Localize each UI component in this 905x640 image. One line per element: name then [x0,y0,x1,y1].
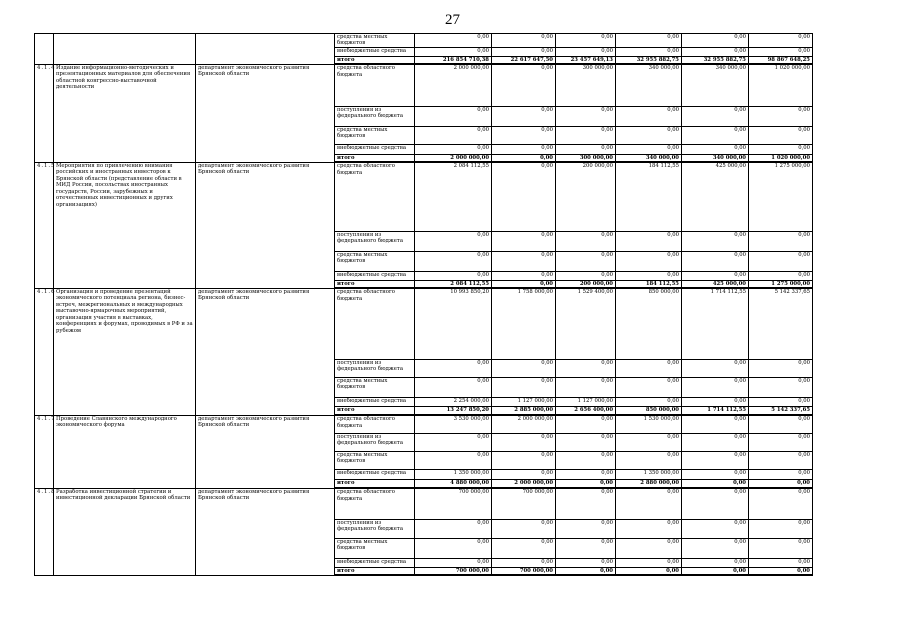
amount-cell: 0,00 [492,451,556,469]
amount-cell: 0,00 [492,469,556,479]
amount-cell: 0,00 [682,558,749,567]
amount-cell: 32 955 882,75 [682,56,749,64]
funding-source: внебюджетные средства [335,558,415,567]
amount-cell: 0,00 [492,162,556,231]
amount-cell: 0,00 [556,126,616,144]
amount-cell: 200 000,00 [556,162,616,231]
amount-cell: 0,00 [616,567,682,575]
amount-cell: 10 993 850,20 [415,288,492,359]
amount-cell: 0,00 [556,144,616,154]
amount-cell: 0,00 [682,271,749,280]
item-number: 4.1.8 [35,488,54,575]
funding-source: средства областного бюджета [335,162,415,231]
amount-cell: 0,00 [556,377,616,397]
amount-cell: 0,00 [682,433,749,451]
funding-source: внебюджетные средства [335,144,415,154]
amount-cell: 0,00 [415,377,492,397]
funding-source: итого [335,154,415,162]
amount-cell: 184 112,55 [616,162,682,231]
amount-cell: 0,00 [749,451,813,469]
funding-source: итого [335,479,415,488]
amount-cell: 0,00 [749,144,813,154]
amount-cell: 0,00 [415,34,492,48]
funding-source: итого [335,56,415,64]
amount-cell: 0,00 [616,34,682,48]
amount-cell: 0,00 [682,519,749,538]
amount-cell: 0,00 [415,251,492,271]
amount-cell: 0,00 [556,34,616,48]
amount-cell: 300 000,00 [556,64,616,106]
amount-cell: 0,00 [616,47,682,56]
amount-cell: 0,00 [556,558,616,567]
budget-table [34,33,813,576]
table-row [35,415,813,433]
funding-source: средства местных бюджетов [335,377,415,397]
item-name-cont [54,34,196,65]
amount-cell: 0,00 [556,231,616,251]
amount-cell: 340 000,00 [616,154,682,162]
amount-cell: 32 955 882,75 [616,56,682,64]
item-number: 4.1.7 [35,415,54,488]
amount-cell: 0,00 [492,271,556,280]
amount-cell: 2 880 000,00 [616,479,682,488]
amount-cell: 2 000 000,00 [415,64,492,106]
amount-cell: 0,00 [749,126,813,144]
amount-cell: 700 000,00 [415,488,492,519]
amount-cell: 2 656 400,00 [556,406,616,415]
amount-cell: 0,00 [492,47,556,56]
funding-source: средства областного бюджета [335,288,415,359]
amount-cell: 0,00 [492,106,556,126]
amount-cell: 0,00 [682,231,749,251]
amount-cell: 0,00 [749,558,813,567]
amount-cell: 2 084 112,55 [415,280,492,288]
amount-cell: 1 020 000,00 [749,64,813,106]
amount-cell: 2 084 112,55 [415,162,492,231]
funding-source: внебюджетные средства [335,47,415,56]
funding-source: внебюджетные средства [335,469,415,479]
amount-cell: 0,00 [749,271,813,280]
amount-cell: 0,00 [616,126,682,144]
amount-cell: 0,00 [556,359,616,377]
amount-cell: 0,00 [556,469,616,479]
funding-source: итого [335,567,415,575]
table-row [35,162,813,231]
amount-cell: 0,00 [415,231,492,251]
item-number-cont [35,34,54,65]
amount-cell: 0,00 [749,359,813,377]
amount-cell: 0,00 [616,397,682,406]
amount-cell: 1 350 000,00 [415,469,492,479]
amount-cell: 0,00 [749,397,813,406]
item-name: Организация и проведение презентаций экономического потенциала региона, бизнес-встреч, межрегиональных и международных выставочно-ярмарочных мероприятий, организация участия в выставках, конференциях и форумах, проводимых в РФ и за рубежом [54,288,196,415]
amount-cell: 0,00 [749,415,813,433]
amount-cell: 0,00 [415,558,492,567]
amount-cell: 5 142 337,65 [749,406,813,415]
amount-cell: 0,00 [556,451,616,469]
funding-source: поступления из федерального бюджета [335,231,415,251]
amount-cell: 0,00 [616,106,682,126]
amount-cell: 1 275 000,00 [749,280,813,288]
amount-cell: 700 000,00 [415,567,492,575]
amount-cell: 0,00 [492,64,556,106]
amount-cell: 184 112,55 [616,280,682,288]
amount-cell: 0,00 [492,34,556,48]
amount-cell: 0,00 [749,488,813,519]
item-executor: департамент экономического развития Брянской области [196,288,335,415]
amount-cell: 0,00 [682,567,749,575]
item-number: 4.1.4 [35,64,54,162]
amount-cell: 1 529 400,00 [556,288,616,359]
amount-cell: 2 000 000,00 [415,154,492,162]
amount-cell: 1 350 000,00 [616,469,682,479]
amount-cell: 2 254 000,00 [415,397,492,406]
amount-cell: 0,00 [616,488,682,519]
amount-cell: 1 530 000,00 [616,415,682,433]
amount-cell: 850 000,00 [616,288,682,359]
amount-cell: 4 880 000,00 [415,479,492,488]
amount-cell: 0,00 [616,251,682,271]
funding-source: средства областного бюджета [335,64,415,106]
amount-cell: 340 000,00 [682,64,749,106]
amount-cell: 13 247 850,20 [415,406,492,415]
amount-cell: 0,00 [749,34,813,48]
amount-cell: 340 000,00 [682,154,749,162]
amount-cell: 0,00 [749,479,813,488]
amount-cell: 0,00 [415,433,492,451]
amount-cell: 0,00 [556,251,616,271]
funding-source: средства местных бюджетов [335,451,415,469]
page-number: 27 [445,12,460,28]
amount-cell: 0,00 [492,231,556,251]
amount-cell: 0,00 [616,144,682,154]
amount-cell: 0,00 [682,479,749,488]
amount-cell: 1 127 000,00 [556,397,616,406]
amount-cell: 700 000,00 [492,567,556,575]
amount-cell: 0,00 [749,538,813,558]
funding-source: внебюджетные средства [335,271,415,280]
amount-cell: 0,00 [556,538,616,558]
item-executor: департамент экономического развития Брянской области [196,488,335,575]
amount-cell: 2 000 000,00 [492,479,556,488]
item-name: Издание информационно-методических и презентационных материалов для обеспечения областной конгрессно-выставочной деятельности [54,64,196,162]
amount-cell: 0,00 [415,538,492,558]
amount-cell: 1 275 000,00 [749,162,813,231]
funding-source: поступления из федерального бюджета [335,519,415,538]
item-executor-cont [196,34,335,65]
amount-cell: 0,00 [682,126,749,144]
amount-cell: 850 000,00 [616,406,682,415]
amount-cell: 0,00 [616,538,682,558]
amount-cell: 0,00 [749,567,813,575]
amount-cell: 0,00 [616,451,682,469]
amount-cell: 0,00 [749,231,813,251]
funding-source: средства местных бюджетов [335,251,415,271]
amount-cell: 0,00 [492,558,556,567]
amount-cell: 0,00 [492,359,556,377]
amount-cell: 98 867 648,25 [749,56,813,64]
amount-cell: 5 142 337,65 [749,288,813,359]
amount-cell: 0,00 [749,251,813,271]
amount-cell: 0,00 [616,271,682,280]
item-name: Разработка инвестиционной стратегии и инвестиционной декларации Брянской области [54,488,196,575]
amount-cell: 0,00 [415,451,492,469]
item-executor: департамент экономического развития Брянской области [196,64,335,162]
amount-cell: 0,00 [682,144,749,154]
amount-cell: 700 000,00 [492,488,556,519]
item-executor: департамент экономического развития Брянской области [196,162,335,288]
amount-cell: 300 000,00 [556,154,616,162]
amount-cell: 0,00 [682,34,749,48]
item-name: Проведение Славянского международного экономического форума [54,415,196,488]
funding-source: средства местных бюджетов [335,34,415,48]
amount-cell: 0,00 [682,397,749,406]
amount-cell: 0,00 [556,415,616,433]
amount-cell: 0,00 [556,519,616,538]
amount-cell: 0,00 [415,126,492,144]
amount-cell: 0,00 [415,106,492,126]
amount-cell: 0,00 [556,106,616,126]
amount-cell: 3 530 000,00 [415,415,492,433]
amount-cell: 0,00 [682,538,749,558]
funding-source: итого [335,280,415,288]
amount-cell: 0,00 [616,433,682,451]
amount-cell: 0,00 [415,271,492,280]
item-name: Мероприятия по привлечению внимания российских и иностранных инвесторов к Брянской области (представление области в МИД России, посольствах иностранных государств, России, зарубежных и отечественных инвестиционных и других организациях) [54,162,196,288]
amount-cell: 0,00 [616,359,682,377]
amount-cell: 0,00 [556,271,616,280]
funding-source: поступления из федерального бюджета [335,359,415,377]
amount-cell: 0,00 [749,106,813,126]
amount-cell: 0,00 [415,359,492,377]
table-row [35,34,813,48]
item-number: 4.1.6 [35,288,54,415]
amount-cell: 0,00 [749,47,813,56]
amount-cell: 340 000,00 [616,64,682,106]
item-executor: департамент экономического развития Брянской области [196,415,335,488]
amount-cell: 0,00 [492,538,556,558]
amount-cell: 0,00 [556,488,616,519]
item-number: 4.1.5 [35,162,54,288]
amount-cell: 0,00 [616,377,682,397]
funding-source: внебюджетные средства [335,397,415,406]
amount-cell: 0,00 [492,144,556,154]
amount-cell: 0,00 [682,488,749,519]
amount-cell: 0,00 [492,377,556,397]
amount-cell: 0,00 [682,377,749,397]
amount-cell: 0,00 [682,451,749,469]
amount-cell: 0,00 [682,106,749,126]
amount-cell: 0,00 [556,479,616,488]
amount-cell: 22 617 647,50 [492,56,556,64]
funding-source: средства местных бюджетов [335,126,415,144]
amount-cell: 1 020 000,00 [749,154,813,162]
funding-source: поступления из федерального бюджета [335,106,415,126]
funding-source: средства местных бюджетов [335,538,415,558]
amount-cell: 0,00 [682,415,749,433]
amount-cell: 0,00 [749,377,813,397]
amount-cell: 200 000,00 [556,280,616,288]
amount-cell: 0,00 [749,469,813,479]
amount-cell: 0,00 [556,567,616,575]
funding-source: средства областного бюджета [335,488,415,519]
amount-cell: 216 854 710,38 [415,56,492,64]
amount-cell: 0,00 [556,47,616,56]
amount-cell: 0,00 [749,433,813,451]
amount-cell: 0,00 [616,519,682,538]
amount-cell: 1 714 112,55 [682,406,749,415]
amount-cell: 23 457 649,13 [556,56,616,64]
amount-cell: 425 000,00 [682,280,749,288]
amount-cell: 0,00 [616,231,682,251]
amount-cell: 1 714 112,55 [682,288,749,359]
amount-cell: 0,00 [415,519,492,538]
amount-cell: 0,00 [415,144,492,154]
amount-cell: 2 000 000,00 [492,415,556,433]
amount-cell: 0,00 [492,519,556,538]
amount-cell: 0,00 [749,519,813,538]
table-row [35,488,813,519]
table-row [35,288,813,359]
amount-cell: 0,00 [682,469,749,479]
amount-cell: 0,00 [682,251,749,271]
amount-cell: 425 000,00 [682,162,749,231]
amount-cell: 0,00 [682,47,749,56]
funding-source: поступления из федерального бюджета [335,433,415,451]
amount-cell: 0,00 [492,280,556,288]
funding-source: средства областного бюджета [335,415,415,433]
amount-cell: 1 758 000,00 [492,288,556,359]
funding-source: итого [335,406,415,415]
amount-cell: 0,00 [682,359,749,377]
amount-cell: 2 885 000,00 [492,406,556,415]
table-row [35,64,813,106]
amount-cell: 0,00 [415,47,492,56]
amount-cell: 0,00 [492,251,556,271]
amount-cell: 0,00 [492,433,556,451]
amount-cell: 0,00 [616,558,682,567]
amount-cell: 0,00 [492,154,556,162]
amount-cell: 1 127 000,00 [492,397,556,406]
amount-cell: 0,00 [556,433,616,451]
amount-cell: 0,00 [492,126,556,144]
